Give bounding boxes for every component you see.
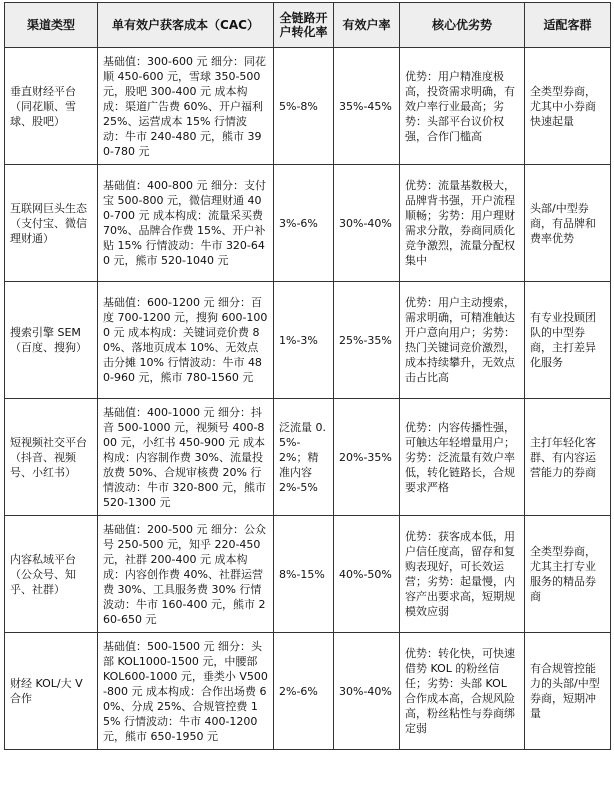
- cell-conversion: 1%-3%: [274, 282, 334, 399]
- cell-channel: 内容私域平台（公众号、知乎、社群）: [5, 516, 98, 633]
- table-row: [5, 165, 611, 282]
- cell-conversion: 5%-8%: [274, 48, 334, 165]
- cell-channel: 垂直财经平台（同花顺、雪球、股吧）: [5, 48, 98, 165]
- cell-pros-cons: 优势：转化快，可快速借势 KOL 的粉丝信任；劣势：头部 KOL 合作成本高，合规风险高，粉丝粘性与券商绑定弱: [400, 633, 525, 750]
- cell-pros-cons: 优势：获客成本低，用户信任度高，留存和复购表现好，可长效运营；劣势：起量慢，内容产出要求高，短期规模效应弱: [400, 516, 525, 633]
- cell-conversion: 2%-6%: [274, 633, 334, 750]
- cell-target-clients: 头部/中型券商，有品牌和费率优势: [525, 165, 611, 282]
- header-channel: 渠道类型: [5, 3, 98, 48]
- cell-cac: 基础值：400-1000 元 细分：抖音 500-1000 元，视频号 400-800 元，小红书 450-900 元 成本构成：内容制作费 30%、流量投放费 50%、合规审核费 20% 行情波动：牛市 320-800 元，熊市 520-1300 元: [98, 399, 274, 516]
- cell-conversion: 8%-15%: [274, 516, 334, 633]
- cell-cac: 基础值：400-800 元 细分：支付宝 500-800 元，微信理财通 400-700 元 成本构成：流量采买费 70%、品牌合作费 15%、开户补贴 15% 行情波动：牛市 320-640 元，熊市 520-1040 元: [98, 165, 274, 282]
- cell-target-clients: 有合规管控能力的头部/中型券商，短期冲量: [525, 633, 611, 750]
- cell-target-clients: 全类型券商，尤其主打专业服务的精品券商: [525, 516, 611, 633]
- table-row: [5, 399, 611, 516]
- cell-effective-rate: 40%-50%: [334, 516, 400, 633]
- cell-effective-rate: 35%-45%: [334, 48, 400, 165]
- cac-comparison-table: [4, 2, 611, 750]
- header-conversion: 全链路开户转化率: [274, 3, 334, 48]
- cell-pros-cons: 优势：用户主动搜索，需求明确，可精准触达开户意向用户；劣势：热门关键词竞价激烈，成本持续攀升，无效点击占比高: [400, 282, 525, 399]
- cell-target-clients: 有专业投顾团队的中型券商，主打差异化服务: [525, 282, 611, 399]
- cell-channel: 搜索引擎 SEM（百度、搜狗）: [5, 282, 98, 399]
- header-target-clients: 适配客群: [525, 3, 611, 48]
- cell-conversion: 泛流量 0.5%-2%；精准内容 2%-5%: [274, 399, 334, 516]
- table-header-row: [5, 3, 611, 48]
- table-row: [5, 633, 611, 750]
- cell-effective-rate: 20%-35%: [334, 399, 400, 516]
- table-row: [5, 282, 611, 399]
- cell-pros-cons: 优势：流量基数极大，品牌背书强，开户流程顺畅；劣势：用户理财需求分散，券商同质化竞争激烈，流量分配权集中: [400, 165, 525, 282]
- cell-conversion: 3%-6%: [274, 165, 334, 282]
- table-row: [5, 516, 611, 633]
- header-cac: 单有效户获客成本（CAC）: [98, 3, 274, 48]
- cell-pros-cons: 优势：用户精准度极高，投资需求明确，有效户率行业最高；劣势：头部平台议价权强，合作门槛高: [400, 48, 525, 165]
- header-effective-rate: 有效户率: [334, 3, 400, 48]
- cell-channel: 短视频社交平台（抖音、视频号、小红书）: [5, 399, 98, 516]
- cell-effective-rate: 30%-40%: [334, 165, 400, 282]
- cell-target-clients: 主打年轻化客群、有内容运营能力的券商: [525, 399, 611, 516]
- cell-cac: 基础值：600-1200 元 细分：百度 700-1200 元，搜狗 600-1000 元 成本构成：关键词竞价费 80%、落地页成本 10%、无效点击分摊 10% 行情波动：牛市 480-960 元，熊市 780-1560 元: [98, 282, 274, 399]
- cell-channel: 互联网巨头生态（支付宝、微信理财通）: [5, 165, 98, 282]
- table-row: [5, 48, 611, 165]
- header-pros-cons: 核心优劣势: [400, 3, 525, 48]
- cell-pros-cons: 优势：内容传播性强，可触达年轻增量用户；劣势：泛流量有效户率低，转化链路长，合规要求严格: [400, 399, 525, 516]
- cell-cac: 基础值：300-600 元 细分：同花顺 450-600 元，雪球 350-500 元，股吧 300-400 元 成本构成：渠道广告费 60%、开户福利 25%、运营成本 15% 行情波动：牛市 240-480 元，熊市 390-780 元: [98, 48, 274, 165]
- cell-effective-rate: 30%-40%: [334, 633, 400, 750]
- cell-effective-rate: 25%-35%: [334, 282, 400, 399]
- cell-cac: 基础值：200-500 元 细分：公众号 250-500 元，知乎 220-450 元，社群 200-400 元 成本构成：内容创作费 40%、社群运营费 30%、工具服务费 30% 行情波动：牛市 160-400 元，熊市 260-650 元: [98, 516, 274, 633]
- cell-target-clients: 全类型券商，尤其中小券商快速起量: [525, 48, 611, 165]
- cell-cac: 基础值：500-1500 元 细分：头部 KOL1000-1500 元，中腰部 KOL600-1000 元，垂类小 V500-800 元 成本构成：合作出场费 60%、分成 25%、合规管控费 15% 行情波动：牛市 400-1200 元，熊市 650-1950 元: [98, 633, 274, 750]
- cell-channel: 财经 KOL/大 V 合作: [5, 633, 98, 750]
